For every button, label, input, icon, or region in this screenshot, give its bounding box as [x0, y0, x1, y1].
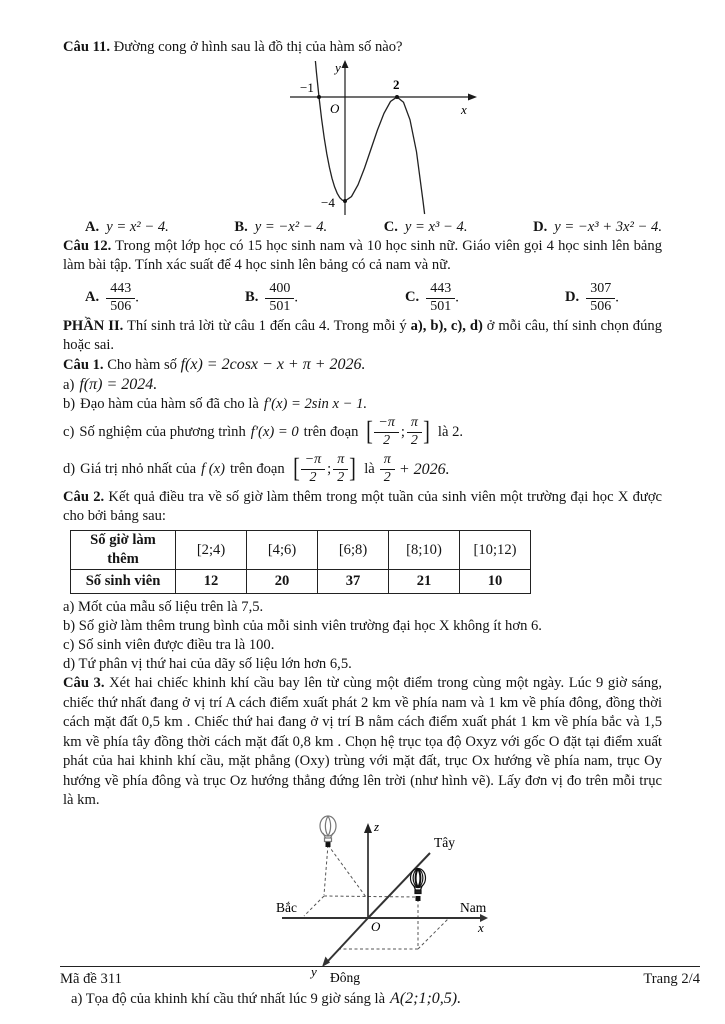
item-text: là 2.	[437, 423, 464, 440]
c3-title	[63, 674, 662, 811]
interval-cell: [6;8)	[318, 531, 389, 570]
q12-title	[63, 237, 662, 275]
dot: .	[135, 289, 139, 306]
c3-label: Câu 3.	[63, 675, 105, 691]
y-axis-arrow	[342, 60, 349, 68]
option-letter: D.	[565, 289, 580, 306]
q11-question: Đường cong ở hình sau là đồ thị của hàm số nào?	[113, 39, 403, 55]
option-formula: y = x² − 4.	[106, 219, 169, 235]
dot: .	[294, 289, 299, 306]
fraction-numerator: 443	[426, 282, 455, 299]
option-formula: y = −x³ + 3x² − 4.	[554, 219, 662, 235]
y-label: y	[311, 963, 317, 979]
fraction-numerator: −π	[374, 416, 398, 433]
q11-option-a	[85, 218, 234, 237]
fraction	[333, 453, 348, 485]
fraction-denominator: 2	[309, 469, 317, 485]
item-label: d)	[63, 460, 76, 477]
part2-abcd: a), b), c), d)	[410, 318, 483, 334]
dashed-line	[418, 919, 448, 949]
root-left-label: −1	[300, 80, 314, 95]
interval-cell: [8;10)	[389, 531, 460, 570]
item-text: + 2026.	[398, 460, 450, 478]
c1-item-b	[63, 395, 662, 414]
count-cell: 21	[389, 570, 460, 594]
q12-option-c	[405, 282, 565, 314]
table-row-intervals	[71, 531, 531, 570]
east-label: Đông	[330, 969, 360, 985]
z-arrow	[364, 823, 372, 833]
y-min-label: −4	[321, 195, 335, 210]
item-label: b)	[63, 396, 76, 412]
balloon-2-icon	[411, 868, 426, 893]
option-formula: y = x³ − 4.	[404, 219, 468, 235]
root-left-point	[317, 95, 321, 99]
south-label: Nam	[460, 899, 487, 915]
part2-text1: Thí sinh trả lời từ câu 1 đến câu 4. Trong mỗi ý	[126, 318, 407, 334]
q11-options	[63, 218, 662, 237]
fraction	[380, 453, 395, 485]
fraction-numerator: 307	[586, 282, 615, 299]
origin-label: O	[330, 101, 340, 116]
item-text: Số nghiệm của phương trình	[79, 423, 246, 440]
dashed-line	[328, 845, 366, 897]
fraction-denominator: 2	[337, 469, 345, 485]
fraction-denominator: 2	[383, 469, 391, 485]
c1-title	[63, 355, 662, 375]
c1-label: Câu 1.	[63, 357, 104, 373]
q12-label: Câu 12.	[63, 238, 112, 254]
interval	[365, 416, 431, 448]
west-label: Tây	[434, 834, 455, 850]
q11-label: Câu 11.	[63, 39, 111, 55]
fraction	[374, 416, 398, 448]
fraction	[106, 282, 135, 314]
item-math: f (x)	[201, 460, 225, 477]
east-arrow	[322, 956, 330, 967]
origin-label: O	[371, 918, 381, 934]
y-axis-label: y	[335, 60, 341, 75]
right-bracket: ]	[423, 415, 430, 446]
count-cell: 37	[318, 570, 389, 594]
root-right-point	[395, 95, 399, 99]
q11-option-c	[384, 218, 533, 237]
interval-cell: [2;4)	[176, 531, 247, 570]
item-text: Đạo hàm của hàm số đã cho là	[80, 396, 259, 412]
c2-item-b: b) Số giờ làm thêm trung bình của mỗi sinh viên trường đại học X không ít hơn 6.	[63, 618, 542, 634]
c1-item-c	[63, 414, 662, 450]
fraction	[586, 282, 615, 314]
east-axis	[328, 918, 368, 961]
item-text: là	[364, 460, 375, 477]
fraction	[265, 282, 294, 314]
table-row-counts	[71, 570, 531, 594]
q11-title	[63, 38, 662, 57]
interval-cell: [10;12)	[460, 531, 531, 570]
item-text: trên đoạn	[303, 423, 359, 440]
part2-text2: ở mỗi câu, thí sinh chọn đúng hoặc sai.	[63, 318, 662, 353]
item-text: a) Tọa độ của khinh khí cầu thứ nhất lúc 9 giờ sáng là	[71, 990, 386, 1007]
c1-intro-text: Cho hàm số	[107, 357, 177, 373]
balloon-1-icon	[320, 816, 336, 842]
x-label: x	[478, 919, 484, 935]
balloon-a-point	[416, 896, 421, 901]
count-cell: 20	[247, 570, 318, 594]
q12-option-d	[565, 282, 662, 314]
page-footer	[60, 963, 700, 989]
item-label: c)	[63, 423, 75, 440]
c2-item-c: c) Số sinh viên được điều tra là 100.	[63, 637, 275, 653]
x-axis-arrow	[468, 94, 477, 101]
fraction	[407, 416, 422, 448]
option-letter: C.	[383, 219, 398, 235]
coordinate-diagram	[230, 815, 530, 985]
q11-option-b	[234, 218, 383, 237]
part2-label: PHẦN II.	[63, 318, 124, 334]
root-right-label: 2	[393, 77, 400, 92]
z-label: z	[374, 818, 380, 834]
dashed-line	[304, 896, 324, 916]
option-letter: D.	[533, 219, 548, 235]
semicolon: ;	[327, 460, 332, 477]
item-text: Giá trị nhỏ nhất của	[80, 460, 197, 477]
fraction-denominator: 501	[430, 298, 452, 314]
part2-header	[63, 317, 662, 355]
count-cell: 10	[460, 570, 531, 594]
item-math: A(2;1;0,5).	[390, 989, 462, 1007]
dot: .	[615, 289, 619, 306]
c2-item-a: a) Mốt của mẫu số liệu trên là 7,5.	[63, 599, 264, 615]
q12-question: Trong một lớp học có 15 học sinh nam và 10 học sinh nữ. Giáo viên gọi 4 học sinh lên bảng làm bài tập. Tính xác suất để 4 học sinh lên bảng có cả nam và nữ.	[63, 238, 663, 273]
cubic-curve	[315, 61, 424, 214]
dashed-line	[324, 896, 417, 897]
q12-option-a	[85, 282, 245, 314]
c1-item-d	[63, 450, 662, 488]
left-bracket: [	[292, 452, 300, 483]
c2-intro: Kết quả điều tra về số giờ làm thêm trong một tuần của sinh viên một trường đại học X được cho bởi bảng sau:	[63, 489, 663, 524]
fraction	[426, 282, 455, 314]
minimum-point	[343, 199, 347, 203]
c3-item-a	[63, 989, 662, 1009]
fraction-denominator: 506	[590, 298, 612, 314]
interval-cell: [4;6)	[247, 531, 318, 570]
option-letter: A.	[85, 219, 100, 235]
north-label: Bắc	[276, 899, 297, 915]
option-letter: B.	[245, 289, 259, 306]
exam-code: Mã đề 311	[60, 971, 122, 987]
fraction-numerator: −π	[301, 453, 325, 470]
option-letter: A.	[85, 289, 100, 306]
c2-item-d: d) Tứ phân vị thứ hai của dãy số liệu lớn hơn 6,5.	[63, 656, 352, 672]
fraction-numerator: π	[333, 453, 348, 470]
c3-body: Xét hai chiếc khinh khí cầu bay lên từ cùng một điểm trong cùng một ngày. Lúc 9 giờ sáng, chiếc thứ nhất đang ở vị trí A cách điểm xuất phát 2 km về phía nam và 1 km về phía đông, đồng thời cách mặt đất 0,5 km . Chiếc thứ hai đang ở vị trí B nằm cách điểm xuất phát 1 km về phía bắc và 1,5 km về phía tây đồng thời cách mặt đất 0,8 km . Chọn hệ trục tọa độ Oxyz với gốc O đặt tại điểm xuất phát của hai khinh khí cầu, mặt phẳng (Oxy) trùng với mặt đất, trục Ox hướng về phía nam, trục Oy hướng về phía đông và trục Oz hướng thẳng đứng lên trời (như hình vẽ). Lấy đơn vị đo trên mỗi trục là km.	[63, 675, 662, 808]
frequency-table	[70, 530, 531, 594]
count-cell: 12	[176, 570, 247, 594]
c2-label: Câu 2.	[63, 489, 105, 505]
item-text: trên đoạn	[229, 460, 285, 477]
fraction-numerator: π	[380, 453, 395, 470]
c1-item-a	[63, 375, 662, 395]
fraction-denominator: 506	[110, 298, 132, 314]
q12-option-b	[245, 282, 405, 314]
function-graph	[280, 59, 500, 215]
table-row-label: Số sinh viên	[71, 570, 176, 594]
fraction-numerator: 400	[265, 282, 294, 299]
dashed-line	[324, 845, 328, 895]
fraction-denominator: 2	[383, 432, 391, 448]
item-math: f(π) = 2024.	[79, 376, 158, 393]
c2-title	[63, 488, 662, 526]
right-bracket: ]	[349, 452, 357, 483]
fraction-numerator: π	[407, 416, 422, 433]
c1-intro-math: f(x) = 2cosx − x + π + 2026.	[180, 356, 366, 373]
option-letter: B.	[234, 219, 248, 235]
fraction-numerator: 443	[106, 282, 135, 299]
fraction	[301, 453, 325, 485]
fraction-denominator: 2	[410, 432, 418, 448]
left-bracket: [	[366, 415, 374, 446]
option-formula: y = −x² − 4.	[254, 219, 328, 235]
interval	[292, 453, 358, 485]
page-number: Trang 2/4	[643, 971, 700, 987]
q12-options	[63, 279, 662, 317]
option-letter: C.	[405, 289, 420, 306]
item-math: f′(x) = 0	[250, 423, 299, 440]
semicolon: ;	[400, 423, 405, 440]
dot: .	[455, 289, 459, 306]
x-axis-label: x	[461, 102, 467, 117]
item-math: f′(x) = 2sin x − 1.	[263, 396, 368, 412]
table-header-label: Số giờ làm thêm	[71, 531, 176, 570]
item-label: a)	[63, 377, 75, 393]
q11-option-d	[533, 218, 662, 237]
balloon-b-point	[326, 842, 331, 847]
fraction-denominator: 501	[269, 298, 291, 314]
